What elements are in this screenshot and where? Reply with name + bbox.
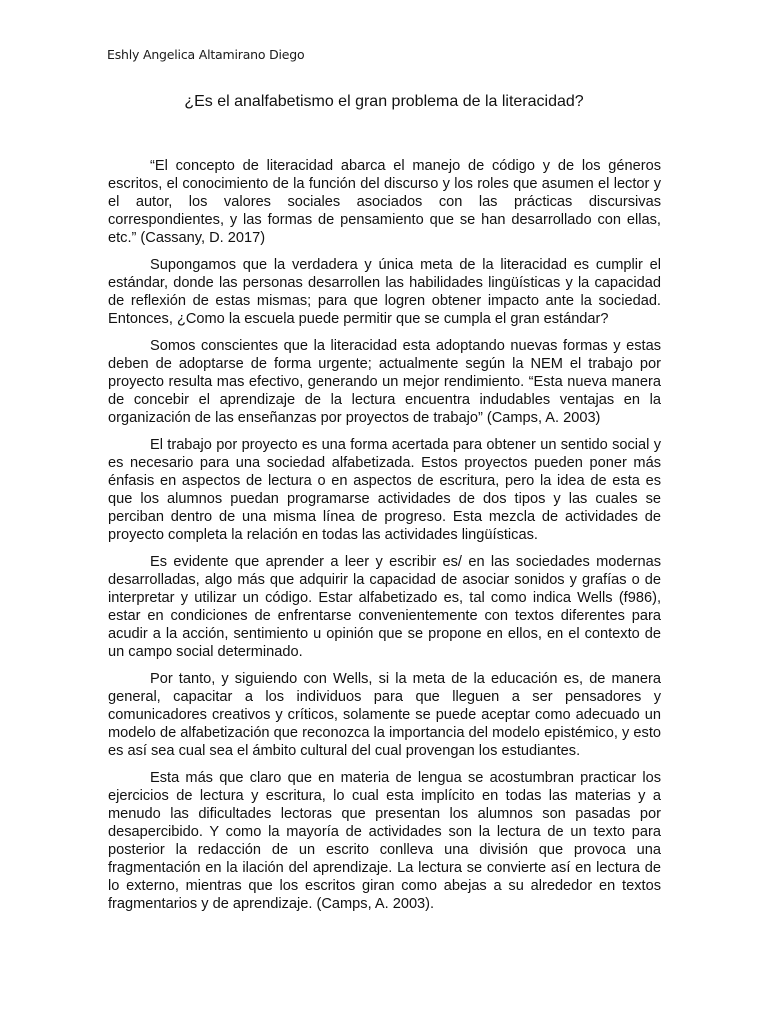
document-title: ¿Es el analfabetismo el gran problema de la literacidad? bbox=[184, 93, 584, 110]
paragraph-6: Por tanto, y siguiendo con Wells, si la meta de la educación es, de manera general, capacitar a los individuos para que lleguen a ser pensadores y comunicadores creativos y críticos, solamente se puede aceptar como adecuado un modelo de alfabetización que reconozca la importancia del modelo epistémico, y esto es así sea cual sea el ámbito cultural del cual provengan los estudiantes. bbox=[108, 671, 661, 759]
paragraph-5: Es evidente que aprender a leer y escribir es/ en las sociedades modernas desarrolladas, algo más que adquirir la capacidad de asociar sonidos y grafías o de interpretar y utilizar un código. Estar alfabetizado es, tal como indica Wells (f986), estar en condiciones de enfrentarse convenientemente con textos diferentes para acudir a la acción, sentimiento u opinión que se propone en ellos, en el contexto de un campo social determinado. bbox=[108, 554, 661, 660]
document-body bbox=[108, 157, 661, 922]
paragraph-7: Esta más que claro que en materia de lengua se acostumbran practicar los ejercicios de lectura y escritura, lo cual esta implícito en todas las materias y a menudo las dificultades lectoras que presentan los alumnos son pasadas por desapercibido. Y como la mayoría de actividades son la lectura de un texto para posterior la redacción de un escrito conlleva una división que provoca una fragmentación en la ilación del aprendizaje. La lectura se convierte así en lectura de lo externo, mientras que los escritos giran como abejas a su alrededor en textos fragmentarios y de aprendizaje. (Camps, A. 2003). bbox=[108, 770, 661, 912]
paragraph-2: Supongamos que la verdadera y única meta de la literacidad es cumplir el estándar, donde las personas desarrollen las habilidades lingüísticas y la capacidad de reflexión de estas mismas; para que logren obtener impacto ante la sociedad. Entonces, ¿Como la escuela puede permitir que se cumpla el gran estándar? bbox=[108, 257, 661, 327]
paragraph-1: “El concepto de literacidad abarca el manejo de código y de los géneros escritos, el conocimiento de la función del discurso y los roles que asumen el lector y el autor, los valores sociales asociados con las prácticas discursivas correspondientes, y las formas de pensamiento que se han desarrollado con ellas, etc.” (Cassany, D. 2017) bbox=[108, 158, 661, 246]
paragraph-4: El trabajo por proyecto es una forma acertada para obtener un sentido social y es necesario para una sociedad alfabetizada. Estos proyectos pueden poner más énfasis en aspectos de lectura o en aspectos de escritura, pero la idea de esta es que los alumnos puedan programarse actividades de dos tipos y las cuales se perciban dentro de una misma línea de progreso. Esta mezcla de actividades de proyecto completa la relación en todas las actividades lingüísticas. bbox=[108, 437, 661, 543]
author-name: Eshly Angelica Altamirano Diego bbox=[107, 47, 305, 62]
paragraph-3: Somos conscientes que la literacidad esta adoptando nuevas formas y estas deben de adoptarse de forma urgente; actualmente según la NEM el trabajo por proyecto resulta mas efectivo, generando un mejor rendimiento. “Esta nueva manera de concebir el aprendizaje de la lectura encuentra indudables ventajas en la organización de las enseñanzas por proyectos de trabajo” (Camps, A. 2003) bbox=[108, 338, 661, 426]
